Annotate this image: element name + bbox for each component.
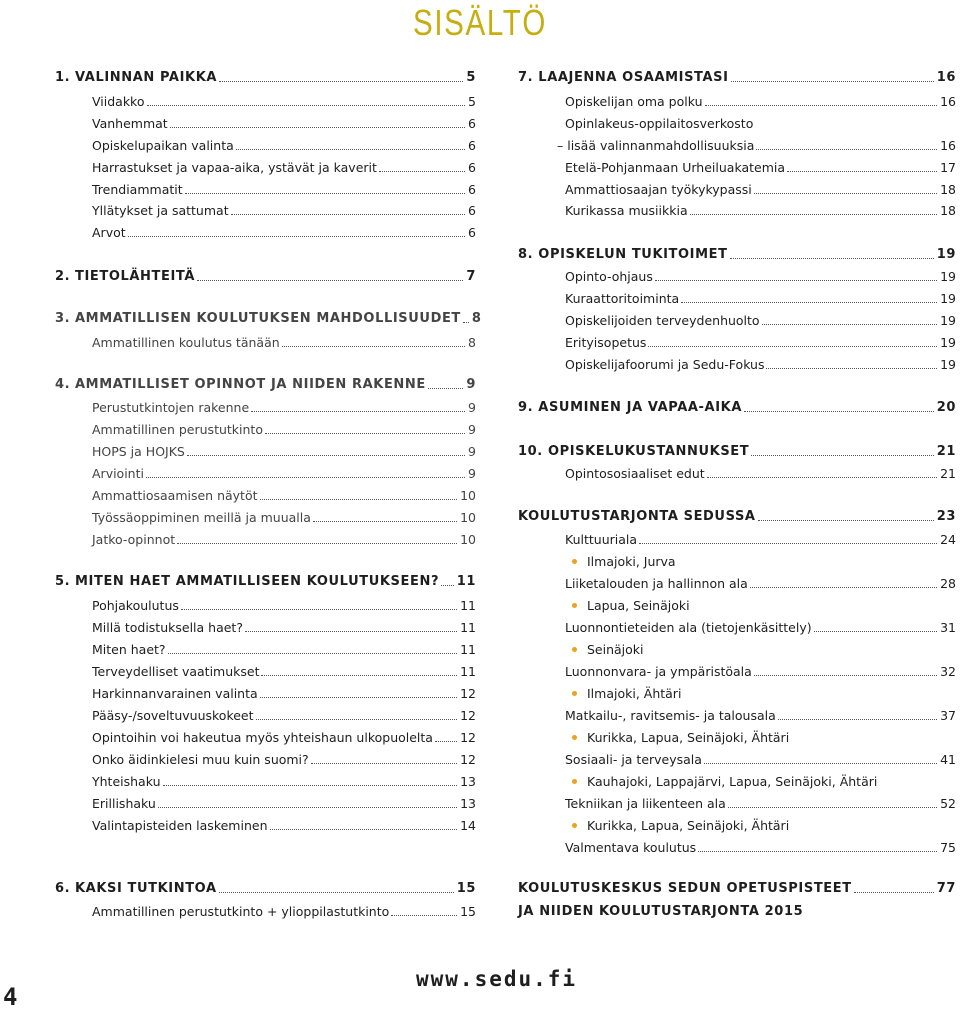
toc-page-number: 19	[940, 357, 956, 372]
toc-entry-title: Onko äidinkielesi muu kuin suomi?	[92, 752, 309, 767]
dot-leader	[754, 193, 937, 194]
toc-page-number: 18	[940, 203, 956, 218]
dot-leader	[311, 763, 457, 764]
toc-entry-title: Pääsy-/soveltuvuuskokeet	[92, 708, 254, 723]
toc-entry[interactable]	[55, 179, 476, 199]
toc-page-number: 9	[468, 400, 476, 415]
toc-page-number: 31	[940, 620, 956, 635]
toc-entry[interactable]	[55, 91, 476, 111]
toc-page-number: 15	[460, 904, 476, 919]
dot-leader	[185, 193, 465, 194]
toc-entry[interactable]	[55, 507, 476, 527]
toc-location-text: Seinäjoki	[587, 642, 644, 657]
dot-leader	[441, 585, 454, 586]
toc-entry-title: 8. OPISKELUN TUKITOIMET	[518, 247, 728, 262]
toc-entry-title	[55, 376, 426, 394]
toc-page-number: 11	[460, 620, 476, 635]
dot-leader	[756, 149, 937, 150]
toc-entry-title: Luonnonvara- ja ympäristöala	[565, 664, 752, 679]
toc-entry[interactable]	[55, 771, 476, 791]
toc-entry-title: KOULUTUSTARJONTA SEDUSSA	[518, 509, 756, 524]
toc-entry[interactable]	[55, 793, 476, 813]
toc-entry-title: Etelä-Pohjanmaan Urheiluakatemia	[565, 160, 786, 175]
toc-page-number: 12	[460, 730, 476, 745]
toc-entry-title: Ammattiosaajan työkykypassi	[565, 182, 752, 197]
toc-entry[interactable]	[518, 288, 956, 308]
dot-leader	[260, 499, 458, 500]
toc-entry-title: Arvot	[92, 225, 126, 240]
toc-page-number: 6	[468, 182, 476, 197]
dot-leader	[814, 631, 937, 632]
toc-entry-title: Kurikassa musiikkia	[565, 203, 688, 218]
toc-page-number: 6	[468, 160, 476, 175]
toc-location-item	[518, 727, 789, 747]
dot-leader	[750, 587, 937, 588]
toc-page-number: 5	[468, 94, 476, 109]
toc-page-number: 7	[466, 269, 476, 284]
dot-leader	[313, 521, 457, 522]
toc-page-number: 6	[468, 203, 476, 218]
dot-leader	[762, 324, 938, 325]
toc-entry-title: 9. ASUMINEN JA VAPAA-AIKA	[518, 400, 742, 415]
toc-entry[interactable]	[55, 222, 476, 242]
toc-entry-title: Työssäoppiminen meillä ja muualla	[92, 510, 311, 525]
toc-entry-title: Harrastukset ja vapaa-aika, ystävät ja kaverit	[92, 160, 377, 175]
toc-page-number: 5	[466, 70, 476, 85]
toc-entry[interactable]	[55, 727, 476, 747]
toc-location-text: Kauhajoki, Lappajärvi, Lapua, Seinäjoki, Ähtäri	[587, 774, 878, 789]
toc-entry[interactable]	[518, 749, 956, 769]
toc-page-number: 12	[460, 708, 476, 723]
dot-leader	[265, 433, 465, 434]
dot-leader	[219, 892, 454, 893]
dot-leader	[168, 653, 458, 654]
toc-entry[interactable]	[55, 441, 476, 461]
toc-entry[interactable]	[518, 179, 956, 199]
toc-location-text: Kurikka, Lapua, Seinäjoki, Ähtäri	[587, 818, 790, 833]
dot-leader	[158, 807, 457, 808]
toc-location-item	[518, 771, 877, 791]
dot-leader	[754, 675, 937, 676]
toc-entry-title: Ammatillinen perustutkinto + ylioppilastutkinto	[92, 904, 390, 919]
toc-entry-title: Miten haet?	[92, 642, 166, 657]
toc-page-number: 16	[940, 94, 956, 109]
toc-section[interactable]	[518, 67, 956, 87]
toc-page-number: 11	[460, 642, 476, 657]
toc-section-number: 5.	[55, 574, 71, 589]
toc-page-number: 6	[468, 138, 476, 153]
toc-entry-title: HOPS ja HOJKS	[92, 444, 185, 459]
toc-section[interactable]	[518, 901, 956, 921]
toc-location-item	[518, 815, 789, 835]
dot-leader	[707, 477, 937, 478]
toc-entry-title: Yllätykset ja sattumat	[92, 203, 229, 218]
toc-entry[interactable]	[55, 749, 476, 769]
toc-page-number: 20	[936, 400, 956, 415]
dot-leader	[639, 543, 937, 544]
toc-entry-title: Opintososiaaliset edut	[565, 466, 705, 481]
toc-entry[interactable]	[518, 617, 956, 637]
toc-page-number: 6	[468, 225, 476, 240]
bullet-icon	[572, 603, 577, 608]
toc-page-number: 12	[460, 752, 476, 767]
toc-entry-title	[55, 268, 195, 286]
toc-entry[interactable]	[518, 266, 956, 286]
website-url[interactable]: www.sedu.fi	[416, 967, 578, 991]
toc-entry-title: Harkinnanvarainen valinta	[92, 686, 258, 701]
toc-entry[interactable]	[55, 113, 476, 133]
dot-leader	[260, 697, 457, 698]
toc-entry-title: Perustutkintojen rakenne	[92, 400, 250, 415]
toc-page-number: 17	[940, 160, 956, 175]
toc-page-number: 37	[940, 708, 956, 723]
dot-leader	[787, 171, 937, 172]
toc-entry[interactable]	[518, 837, 956, 857]
dot-leader	[163, 785, 458, 786]
dot-leader	[379, 171, 465, 172]
toc-page-number: 13	[460, 774, 476, 789]
toc-section[interactable]	[518, 397, 956, 417]
toc-entry[interactable]	[518, 354, 956, 374]
dot-leader	[147, 105, 466, 106]
toc-entry-title: Viidakko	[92, 94, 145, 109]
toc-entry-title: Trendiammatit	[92, 182, 183, 197]
toc-entry-title: 7. LAAJENNA OSAAMISTASI	[518, 70, 729, 85]
dot-leader	[245, 631, 457, 632]
toc-location-item	[518, 595, 690, 615]
toc-entry-title: Jatko-opinnot	[92, 532, 176, 547]
toc-entry-title: KOULUTUSKESKUS SEDUN OPETUSPISTEET	[518, 881, 852, 896]
dot-leader	[231, 214, 465, 215]
dot-leader	[731, 81, 934, 82]
toc-location-item	[518, 683, 681, 703]
toc-section-text: AMMATILLISEN KOULUTUKSEN MAHDOLLISUUDET	[75, 311, 461, 326]
toc-entry[interactable]	[518, 573, 956, 593]
toc-section-text: MITEN HAET AMMATILLISEEN KOULUTUKSEEN?	[75, 574, 440, 589]
toc-entry-title: Kuraattoritoiminta	[565, 291, 680, 306]
toc-page-number: 77	[936, 881, 956, 896]
dot-leader	[251, 411, 465, 412]
dot-leader	[181, 609, 457, 610]
page-number: 4	[3, 983, 18, 1011]
dot-leader	[766, 368, 937, 369]
toc-page-number: 18	[940, 182, 956, 197]
toc-page-number: 10	[460, 510, 476, 525]
toc-section-text: AMMATILLISET OPINNOT JA NIIDEN RAKENNE	[75, 377, 426, 392]
toc-section[interactable]	[518, 441, 956, 461]
toc-page-number: 21	[940, 466, 956, 481]
toc-page-number: 21	[936, 444, 956, 459]
toc-entry-title: Erillishaku	[92, 796, 156, 811]
toc-entry[interactable]	[518, 135, 956, 155]
toc-page-number: 24	[940, 532, 956, 547]
toc-section[interactable]	[518, 244, 956, 264]
toc-section-number: 6.	[55, 881, 71, 896]
toc-section-number: 4.	[55, 377, 71, 392]
toc-entry[interactable]	[55, 529, 476, 549]
dot-leader	[690, 214, 937, 215]
toc-entry[interactable]	[518, 463, 956, 483]
toc-entry-title: Opintoihin voi hakeutua myös yhteishaun ulkopuolelta	[92, 730, 433, 745]
toc-entry[interactable]	[518, 529, 956, 549]
dot-leader	[648, 346, 937, 347]
toc-section-number: 1.	[55, 70, 71, 85]
toc-entry[interactable]	[55, 463, 476, 483]
toc-page-number: 19	[936, 247, 956, 262]
toc-page-number: 28	[940, 576, 956, 591]
toc-entry[interactable]	[518, 661, 956, 681]
page-title: SISÄLTÖ	[413, 2, 547, 43]
toc-location-item	[518, 551, 676, 571]
toc-page-number: 8	[471, 311, 482, 326]
toc-page-number: 10	[460, 488, 476, 503]
toc-page-number: 23	[936, 509, 956, 524]
toc-entry[interactable]	[55, 661, 476, 681]
toc-page-number: 9	[468, 466, 476, 481]
dot-leader	[655, 280, 937, 281]
toc-section[interactable]	[518, 878, 956, 898]
toc-entry[interactable]	[55, 683, 476, 703]
toc-page-number: 16	[940, 138, 956, 153]
toc-location-text: Ilmajoki, Jurva	[587, 554, 676, 569]
toc-page-number: 8	[468, 335, 476, 350]
bullet-icon	[572, 823, 577, 828]
toc-page-number: 32	[940, 664, 956, 679]
dot-leader	[391, 915, 457, 916]
toc-page-number: 9	[468, 444, 476, 459]
toc-location-text: Ilmajoki, Ähtäri	[587, 686, 682, 701]
toc-entry-title: Opinlakeus-oppilaitosverkosto	[565, 116, 754, 131]
toc-section[interactable]	[55, 308, 482, 328]
dot-leader	[728, 807, 937, 808]
toc-page-number: 6	[468, 116, 476, 131]
toc-entry[interactable]	[55, 485, 476, 505]
dot-leader	[270, 829, 458, 830]
bullet-icon	[572, 735, 577, 740]
toc-entry[interactable]	[55, 639, 476, 659]
dot-leader	[854, 892, 934, 893]
toc-page-number: 11	[460, 664, 476, 679]
toc-page-number: 10	[460, 532, 476, 547]
dot-leader	[758, 520, 934, 521]
toc-entry[interactable]	[518, 332, 956, 352]
dot-leader	[170, 127, 465, 128]
toc-entry-title: Opiskelijafoorumi ja Sedu-Fokus	[565, 357, 765, 372]
toc-entry-title	[55, 573, 439, 591]
toc-page-number: 19	[940, 291, 956, 306]
dot-leader	[751, 455, 933, 456]
toc-entry-title: Erityisopetus	[565, 335, 647, 350]
toc-entry[interactable]	[518, 793, 956, 813]
toc-section-text: KAKSI TUTKINTOA	[75, 881, 217, 896]
toc-page-number: 13	[460, 796, 476, 811]
dot-leader	[146, 477, 465, 478]
toc-entry-title: Arviointi	[92, 466, 144, 481]
dot-leader	[435, 741, 457, 742]
toc-entry-title: Liiketalouden ja hallinnon ala	[565, 576, 748, 591]
dot-leader	[730, 258, 934, 259]
toc-entry-title	[55, 69, 217, 87]
dot-leader	[177, 543, 457, 544]
toc-location-text: Lapua, Seinäjoki	[587, 598, 690, 613]
toc-section[interactable]	[55, 67, 476, 87]
dot-leader	[261, 675, 457, 676]
toc-entry[interactable]	[518, 91, 956, 111]
dot-leader	[698, 851, 937, 852]
toc-page-number: 19	[940, 335, 956, 350]
toc-location-text: Kurikka, Lapua, Seinäjoki, Ähtäri	[587, 730, 790, 745]
bullet-icon	[572, 647, 577, 652]
toc-entry[interactable]	[55, 157, 476, 177]
toc-entry-title: Ammattiosaamisen näytöt	[92, 488, 258, 503]
toc-entry[interactable]	[55, 419, 476, 439]
toc-section[interactable]	[55, 878, 476, 898]
dot-leader	[282, 346, 465, 347]
toc-section[interactable]	[55, 374, 476, 394]
toc-entry-title: Matkailu-, ravitsemis- ja talousala	[565, 708, 776, 723]
toc-entry-title: Valintapisteiden laskeminen	[92, 818, 268, 833]
dot-leader	[128, 236, 465, 237]
toc-entry-title	[55, 310, 461, 328]
dot-leader	[236, 149, 465, 150]
toc-page-number: 9	[466, 377, 476, 392]
toc-page-number: 15	[456, 881, 476, 896]
dot-leader	[705, 105, 938, 106]
toc-entry-title: Ammatillinen perustutkinto	[92, 422, 263, 437]
toc-page-number: 9	[468, 422, 476, 437]
dot-leader	[197, 280, 463, 281]
toc-page-number: 52	[940, 796, 956, 811]
toc-section[interactable]	[55, 571, 476, 591]
toc-entry-title: Opiskelijan oma polku	[565, 94, 703, 109]
dot-leader	[704, 763, 937, 764]
toc-page-number: 11	[456, 574, 476, 589]
dot-leader	[463, 322, 469, 323]
toc-section-text: VALINNAN PAIKKA	[75, 70, 218, 85]
toc-section-number: 2.	[55, 269, 71, 284]
toc-entry-title: Tekniikan ja liikenteen ala	[565, 796, 726, 811]
toc-section-text: TIETOLÄHTEITÄ	[75, 269, 196, 284]
toc-page-number: 19	[940, 313, 956, 328]
bullet-icon	[572, 691, 577, 696]
toc-entry-title: Terveydelliset vaatimukset	[92, 664, 260, 679]
toc-entry-title: Opiskelijoiden terveydenhuolto	[565, 313, 760, 328]
toc-entry[interactable]	[55, 705, 476, 725]
toc-entry-title: Pohjakoulutus	[92, 598, 179, 613]
toc-entry-title: Luonnontieteiden ala (tietojenkäsittely)	[565, 620, 812, 635]
toc-entry[interactable]	[55, 901, 476, 921]
toc-entry[interactable]	[518, 705, 956, 725]
toc-section[interactable]	[518, 506, 956, 526]
toc-entry[interactable]	[518, 157, 956, 177]
toc-entry[interactable]	[55, 200, 476, 220]
dot-leader	[187, 455, 465, 456]
toc-entry[interactable]	[518, 200, 956, 220]
toc-page-number: 19	[940, 269, 956, 284]
toc-entry-title: Vanhemmat	[92, 116, 168, 131]
toc-entry-title: Yhteishaku	[92, 774, 161, 789]
toc-entry[interactable]	[55, 135, 476, 155]
toc-page-number: 11	[460, 598, 476, 613]
toc-page-number: 12	[460, 686, 476, 701]
toc-entry[interactable]	[55, 332, 476, 352]
toc-entry-title: Millä todistuksella haet?	[92, 620, 243, 635]
toc-entry-title: JA NIIDEN KOULUTUSTARJONTA 2015	[518, 904, 804, 919]
dot-leader	[744, 411, 934, 412]
toc-entry[interactable]	[518, 113, 956, 133]
toc-section-number: 3.	[55, 311, 71, 326]
toc-location-item	[518, 639, 644, 659]
toc-entry-title: Opiskelupaikan valinta	[92, 138, 234, 153]
dot-leader	[778, 719, 937, 720]
bullet-icon	[572, 559, 577, 564]
toc-entry-title: Valmentava koulutus	[565, 840, 697, 855]
toc-entry[interactable]	[55, 815, 476, 835]
dot-leader	[428, 388, 463, 389]
toc-entry-title	[55, 880, 217, 898]
toc-page-number: 41	[940, 752, 956, 767]
toc-entry[interactable]	[55, 397, 476, 417]
dot-leader	[681, 302, 937, 303]
toc-page-number: 16	[936, 70, 956, 85]
toc-section[interactable]	[55, 266, 476, 286]
toc-entry-title: – lisää valinnanmahdollisuuksia	[557, 138, 755, 153]
toc-entry[interactable]	[55, 595, 476, 615]
dot-leader	[256, 719, 458, 720]
dot-leader	[219, 81, 463, 82]
toc-entry[interactable]	[518, 310, 956, 330]
toc-page-number: 14	[460, 818, 476, 833]
toc-entry-title: Kulttuuriala	[565, 532, 638, 547]
toc-page-number: 75	[940, 840, 956, 855]
toc-entry-title: Sosiaali- ja terveysala	[565, 752, 702, 767]
toc-entry[interactable]	[55, 617, 476, 637]
toc-entry-title: Ammatillinen koulutus tänään	[92, 335, 280, 350]
bullet-icon	[572, 779, 577, 784]
toc-entry-title: Opinto-ohjaus	[565, 269, 653, 284]
toc-entry-title: 10. OPISKELUKUSTANNUKSET	[518, 444, 750, 459]
